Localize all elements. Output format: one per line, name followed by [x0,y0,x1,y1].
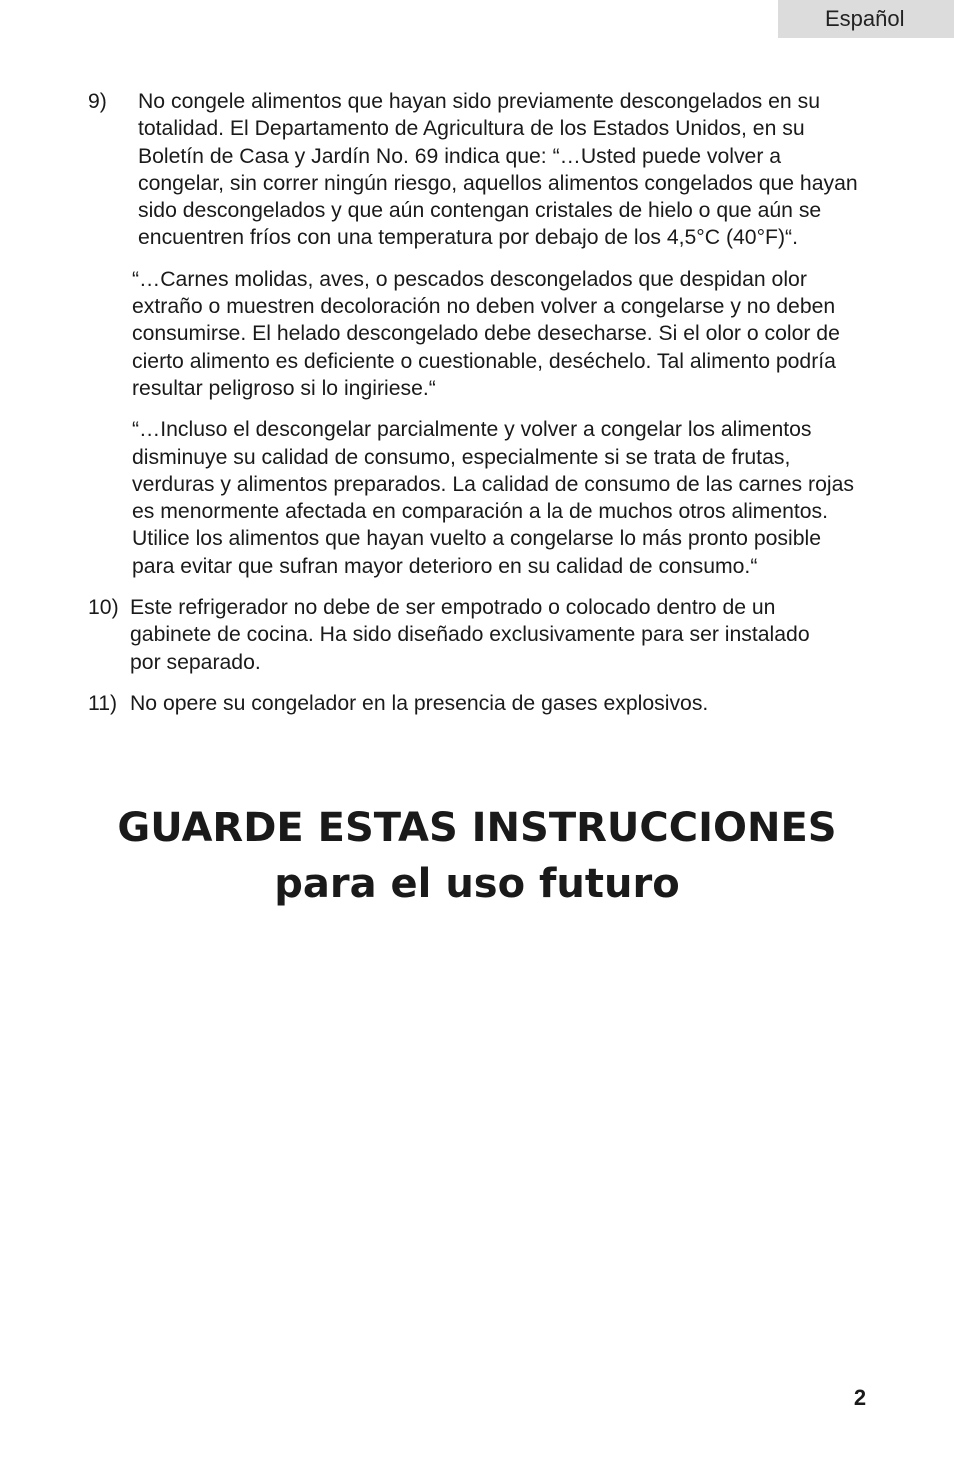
usda-quote-1: “…Carnes molidas, aves, o pescados descongelados que despidan olor extraño o muestren decoloración no deben volver a congelarse y no deben consumirse. El helado descongelado debe desecharse. Si el olor o color de cierto alimento es deficiente o cuestionable, deséchelo. Tal alimento podría resultar peligroso si lo ingiriese.“ [132,267,840,400]
list-item-11 [88,690,868,717]
item-text: No opere su congelador en la presencia de gases explosivos. [130,691,709,715]
save-instructions-heading [0,800,954,912]
item-text: Este refrigerador no debe de ser empotrado o colocado dentro de un gabinete de cocina. Ha sido diseñado exclusivamente para ser instalado por separado. [130,596,810,674]
list-item-9 [88,88,868,252]
item-number: 9) [88,90,107,113]
heading-line-2: para el uso futuro [274,861,680,907]
page-number: 2 [853,1385,867,1410]
usda-quote-2: “…Incluso el descongelar parcialmente y volver a congelar los alimentos disminuye su calidad de consumo, especialmente si se trata de frutas, verduras y alimentos preparados. La calidad de consumo de las carnes rojas es menormente afectada en comparación a la de muchos otros alimentos. Utilice los alimentos que hayan vuelto a congelarse lo más pronto posible para evitar que sufran mayor deterioro en su calidad de consumo.“ [132,418,854,578]
instructions-list [88,88,868,717]
item-number: 11) [88,691,118,715]
item-number: 10) [88,596,119,620]
heading-line-1: GUARDE ESTAS INSTRUCCIONES [117,805,837,851]
list-item-10 [88,594,868,676]
item-text: No congele alimentos que hayan sido previamente descongelados en su totalidad. El Departamento de Agricultura de los Estados Unidos, en su Boletín de Casa y Jardín No. 69 indica que: “…Usted puede volver a congelar, sin correr ningún riesgo, aquellos alimentos congelados que hayan sido descongelados y que aún contengan cristales de hielo o que aún se encuentren fríos con una temperatura por debajo de los 4,5°C (40°F)“. [138,90,858,250]
language-tab: Español [778,0,954,38]
